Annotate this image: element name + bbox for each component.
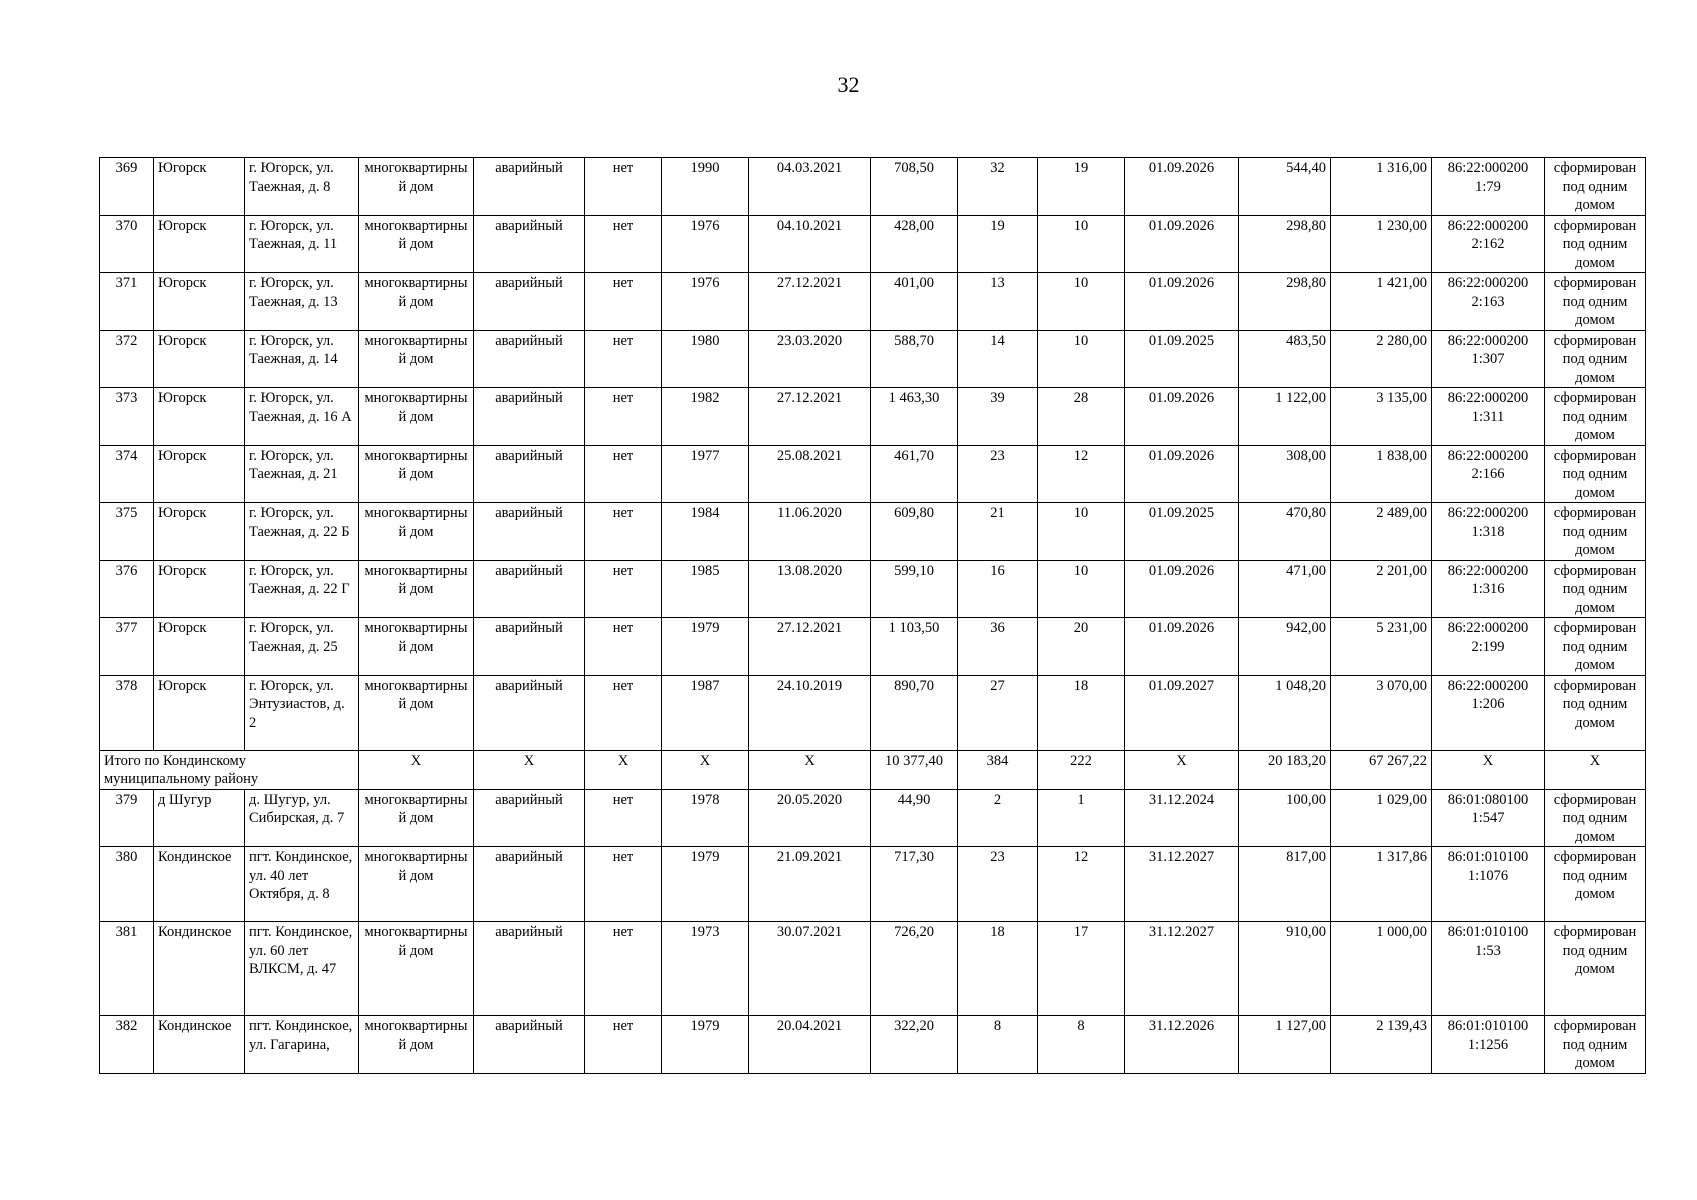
attr-cell: нет: [585, 1016, 662, 1074]
settlement-cell: Югорск: [154, 158, 245, 216]
attr-cell: нет: [585, 618, 662, 676]
area2-cell: 470,80: [1239, 503, 1331, 561]
note-cell: сформирован под одним домом: [1545, 158, 1646, 216]
land-cell: 1 317,86: [1331, 847, 1432, 922]
deadline-cell: X: [1125, 750, 1239, 789]
table-row: [100, 445, 1646, 503]
address-cell: пгт. Кондинское, ул. Гагарина,: [245, 1016, 359, 1074]
land-cell: 1 316,00: [1331, 158, 1432, 216]
status-cell: аварийный: [474, 618, 585, 676]
people-cell: 21: [958, 503, 1038, 561]
flats-cell: 17: [1038, 922, 1125, 1016]
area2-cell: 1 048,20: [1239, 675, 1331, 750]
row-number: 382: [100, 1016, 154, 1074]
attr-cell: нет: [585, 847, 662, 922]
people-cell: 23: [958, 445, 1038, 503]
area-cell: 726,20: [871, 922, 958, 1016]
date-cell: 04.10.2021: [749, 215, 871, 273]
flats-cell: 28: [1038, 388, 1125, 446]
people-cell: 13: [958, 273, 1038, 331]
row-number: 374: [100, 445, 154, 503]
area-cell: 717,30: [871, 847, 958, 922]
row-number: 380: [100, 847, 154, 922]
row-number: 378: [100, 675, 154, 750]
total-label: Итого по Кондинскому муниципальному району: [100, 750, 359, 789]
note-cell: сформирован под одним домом: [1545, 388, 1646, 446]
year-cell: 1982: [662, 388, 749, 446]
table-row: [100, 215, 1646, 273]
date-cell: 13.08.2020: [749, 560, 871, 618]
year-cell: 1985: [662, 560, 749, 618]
address-cell: г. Югорск, ул. Энтузиастов, д. 2: [245, 675, 359, 750]
year-cell: 1979: [662, 618, 749, 676]
cadastral-cell: 86:22:000200 1:79: [1432, 158, 1545, 216]
cadastral-cell: 86:22:000200 1:206: [1432, 675, 1545, 750]
settlement-cell: Кондинское: [154, 922, 245, 1016]
land-cell: 2 201,00: [1331, 560, 1432, 618]
land-cell: 1 230,00: [1331, 215, 1432, 273]
year-cell: 1987: [662, 675, 749, 750]
date-cell: 20.05.2020: [749, 789, 871, 847]
area2-cell: 1 122,00: [1239, 388, 1331, 446]
land-cell: 1 421,00: [1331, 273, 1432, 331]
flats-cell: 20: [1038, 618, 1125, 676]
deadline-cell: 01.09.2026: [1125, 560, 1239, 618]
year-cell: 1979: [662, 847, 749, 922]
people-cell: 18: [958, 922, 1038, 1016]
area-cell: 461,70: [871, 445, 958, 503]
year-cell: 1977: [662, 445, 749, 503]
deadline-cell: 31.12.2027: [1125, 922, 1239, 1016]
attr-cell: нет: [585, 158, 662, 216]
row-number: 372: [100, 330, 154, 388]
cadastral-cell: 86:01:010100 1:1256: [1432, 1016, 1545, 1074]
flats-cell: 12: [1038, 445, 1125, 503]
status-cell: аварийный: [474, 847, 585, 922]
year-cell: 1980: [662, 330, 749, 388]
flats-cell: 10: [1038, 503, 1125, 561]
settlement-cell: Югорск: [154, 330, 245, 388]
status-cell: аварийный: [474, 330, 585, 388]
year-cell: 1978: [662, 789, 749, 847]
attr-cell: нет: [585, 273, 662, 331]
status-cell: аварийный: [474, 560, 585, 618]
status-cell: аварийный: [474, 388, 585, 446]
page-number: 32: [837, 72, 860, 97]
land-cell: 1 029,00: [1331, 789, 1432, 847]
people-cell: 2: [958, 789, 1038, 847]
registry-body: [100, 158, 1646, 1074]
cadastral-cell: 86:22:000200 1:318: [1432, 503, 1545, 561]
address-cell: пгт. Кондинское, ул. 40 лет Октября, д. 8: [245, 847, 359, 922]
note-cell: сформирован под одним домом: [1545, 273, 1646, 331]
area-cell: 609,80: [871, 503, 958, 561]
area2-cell: 910,00: [1239, 922, 1331, 1016]
attr-cell: нет: [585, 503, 662, 561]
address-cell: г. Югорск, ул. Таежная, д. 13: [245, 273, 359, 331]
deadline-cell: 01.09.2026: [1125, 445, 1239, 503]
cadastral-cell: 86:01:010100 1:53: [1432, 922, 1545, 1016]
status-cell: аварийный: [474, 789, 585, 847]
flats-cell: 18: [1038, 675, 1125, 750]
type-cell: многоквартирный дом: [359, 922, 474, 1016]
type-cell: многоквартирный дом: [359, 675, 474, 750]
area-cell: 890,70: [871, 675, 958, 750]
table-row: [100, 388, 1646, 446]
status-cell: аварийный: [474, 922, 585, 1016]
deadline-cell: 01.09.2026: [1125, 215, 1239, 273]
type-cell: X: [359, 750, 474, 789]
deadline-cell: 01.09.2026: [1125, 158, 1239, 216]
date-cell: 25.08.2021: [749, 445, 871, 503]
land-cell: 3 070,00: [1331, 675, 1432, 750]
table-row: [100, 922, 1646, 1016]
deadline-cell: 01.09.2025: [1125, 330, 1239, 388]
note-cell: сформирован под одним домом: [1545, 560, 1646, 618]
people-cell: 23: [958, 847, 1038, 922]
status-cell: аварийный: [474, 1016, 585, 1074]
flats-cell: 8: [1038, 1016, 1125, 1074]
year-cell: 1979: [662, 1016, 749, 1074]
address-cell: д. Шугур, ул. Сибирская, д. 7: [245, 789, 359, 847]
type-cell: многоквартирный дом: [359, 215, 474, 273]
note-cell: сформирован под одним домом: [1545, 789, 1646, 847]
row-number: 377: [100, 618, 154, 676]
row-number: 370: [100, 215, 154, 273]
area-cell: 401,00: [871, 273, 958, 331]
note-cell: сформирован под одним домом: [1545, 1016, 1646, 1074]
cadastral-cell: 86:22:000200 2:166: [1432, 445, 1545, 503]
flats-cell: 10: [1038, 215, 1125, 273]
year-cell: 1990: [662, 158, 749, 216]
attr-cell: нет: [585, 445, 662, 503]
note-cell: X: [1545, 750, 1646, 789]
settlement-cell: Югорск: [154, 388, 245, 446]
cadastral-cell: X: [1432, 750, 1545, 789]
people-cell: 39: [958, 388, 1038, 446]
area2-cell: 298,80: [1239, 273, 1331, 331]
area2-cell: 20 183,20: [1239, 750, 1331, 789]
attr-cell: нет: [585, 215, 662, 273]
flats-cell: 1: [1038, 789, 1125, 847]
date-cell: 27.12.2021: [749, 388, 871, 446]
area-cell: 428,00: [871, 215, 958, 273]
people-cell: 19: [958, 215, 1038, 273]
attr-cell: нет: [585, 789, 662, 847]
status-cell: аварийный: [474, 445, 585, 503]
table-row: [100, 1016, 1646, 1074]
table-row: [100, 675, 1646, 750]
row-number: 373: [100, 388, 154, 446]
date-cell: 21.09.2021: [749, 847, 871, 922]
flats-cell: 10: [1038, 560, 1125, 618]
deadline-cell: 31.12.2027: [1125, 847, 1239, 922]
settlement-cell: Югорск: [154, 445, 245, 503]
note-cell: сформирован под одним домом: [1545, 215, 1646, 273]
date-cell: 27.12.2021: [749, 273, 871, 331]
attr-cell: нет: [585, 560, 662, 618]
note-cell: сформирован под одним домом: [1545, 330, 1646, 388]
settlement-cell: Кондинское: [154, 1016, 245, 1074]
table-row: [100, 330, 1646, 388]
area2-cell: 100,00: [1239, 789, 1331, 847]
note-cell: сформирован под одним домом: [1545, 503, 1646, 561]
date-cell: 24.10.2019: [749, 675, 871, 750]
deadline-cell: 01.09.2025: [1125, 503, 1239, 561]
type-cell: многоквартирный дом: [359, 445, 474, 503]
area2-cell: 298,80: [1239, 215, 1331, 273]
date-cell: 27.12.2021: [749, 618, 871, 676]
note-cell: сформирован под одним домом: [1545, 445, 1646, 503]
total-row: [100, 750, 1646, 789]
area-cell: 708,50: [871, 158, 958, 216]
flats-cell: 10: [1038, 330, 1125, 388]
settlement-cell: Кондинское: [154, 847, 245, 922]
address-cell: г. Югорск, ул. Таежная, д. 25: [245, 618, 359, 676]
deadline-cell: 01.09.2026: [1125, 388, 1239, 446]
deadline-cell: 31.12.2026: [1125, 1016, 1239, 1074]
land-cell: 67 267,22: [1331, 750, 1432, 789]
attr-cell: нет: [585, 922, 662, 1016]
flats-cell: 10: [1038, 273, 1125, 331]
settlement-cell: д Шугур: [154, 789, 245, 847]
land-cell: 5 231,00: [1331, 618, 1432, 676]
type-cell: многоквартирный дом: [359, 847, 474, 922]
people-cell: 16: [958, 560, 1038, 618]
area2-cell: 471,00: [1239, 560, 1331, 618]
people-cell: 32: [958, 158, 1038, 216]
status-cell: аварийный: [474, 215, 585, 273]
land-cell: 1 000,00: [1331, 922, 1432, 1016]
cadastral-cell: 86:22:000200 2:199: [1432, 618, 1545, 676]
area-cell: 44,90: [871, 789, 958, 847]
status-cell: аварийный: [474, 273, 585, 331]
type-cell: многоквартирный дом: [359, 560, 474, 618]
attr-cell: нет: [585, 675, 662, 750]
area2-cell: 942,00: [1239, 618, 1331, 676]
row-number: 375: [100, 503, 154, 561]
address-cell: г. Югорск, ул. Таежная, д. 11: [245, 215, 359, 273]
cadastral-cell: 86:22:000200 2:163: [1432, 273, 1545, 331]
date-cell: 30.07.2021: [749, 922, 871, 1016]
year-cell: 1976: [662, 273, 749, 331]
land-cell: 3 135,00: [1331, 388, 1432, 446]
type-cell: многоквартирный дом: [359, 789, 474, 847]
area-cell: 322,20: [871, 1016, 958, 1074]
area-cell: 10 377,40: [871, 750, 958, 789]
status-cell: аварийный: [474, 675, 585, 750]
date-cell: 04.03.2021: [749, 158, 871, 216]
table-row: [100, 847, 1646, 922]
area2-cell: 1 127,00: [1239, 1016, 1331, 1074]
address-cell: г. Югорск, ул. Таежная, д. 22 Г: [245, 560, 359, 618]
year-cell: X: [662, 750, 749, 789]
type-cell: многоквартирный дом: [359, 618, 474, 676]
row-number: 376: [100, 560, 154, 618]
note-cell: сформирован под одним домом: [1545, 675, 1646, 750]
address-cell: г. Югорск, ул. Таежная, д. 16 А: [245, 388, 359, 446]
area2-cell: 544,40: [1239, 158, 1331, 216]
flats-cell: 12: [1038, 847, 1125, 922]
note-cell: сформирован под одним домом: [1545, 922, 1646, 1016]
settlement-cell: Югорск: [154, 618, 245, 676]
deadline-cell: 01.09.2026: [1125, 273, 1239, 331]
settlement-cell: Югорск: [154, 560, 245, 618]
address-cell: г. Югорск, ул. Таежная, д. 8: [245, 158, 359, 216]
attr-cell: нет: [585, 330, 662, 388]
status-cell: аварийный: [474, 158, 585, 216]
type-cell: многоквартирный дом: [359, 330, 474, 388]
date-cell: 20.04.2021: [749, 1016, 871, 1074]
cadastral-cell: 86:22:000200 1:316: [1432, 560, 1545, 618]
note-cell: сформирован под одним домом: [1545, 847, 1646, 922]
land-cell: 2 280,00: [1331, 330, 1432, 388]
address-cell: г. Югорск, ул. Таежная, д. 22 Б: [245, 503, 359, 561]
cadastral-cell: 86:22:000200 2:162: [1432, 215, 1545, 273]
land-cell: 2 489,00: [1331, 503, 1432, 561]
people-cell: 27: [958, 675, 1038, 750]
year-cell: 1984: [662, 503, 749, 561]
area-cell: 1 463,30: [871, 388, 958, 446]
deadline-cell: 01.09.2027: [1125, 675, 1239, 750]
table-row: [100, 789, 1646, 847]
area-cell: 1 103,50: [871, 618, 958, 676]
deadline-cell: 31.12.2024: [1125, 789, 1239, 847]
type-cell: многоквартирный дом: [359, 503, 474, 561]
table-row: [100, 503, 1646, 561]
date-cell: 11.06.2020: [749, 503, 871, 561]
row-number: 371: [100, 273, 154, 331]
people-cell: 8: [958, 1016, 1038, 1074]
row-number: 379: [100, 789, 154, 847]
table-row: [100, 273, 1646, 331]
year-cell: 1976: [662, 215, 749, 273]
people-cell: 384: [958, 750, 1038, 789]
people-cell: 14: [958, 330, 1038, 388]
area2-cell: 817,00: [1239, 847, 1331, 922]
table-row: [100, 560, 1646, 618]
type-cell: многоквартирный дом: [359, 388, 474, 446]
type-cell: многоквартирный дом: [359, 158, 474, 216]
row-number: 381: [100, 922, 154, 1016]
status-cell: аварийный: [474, 503, 585, 561]
people-cell: 36: [958, 618, 1038, 676]
status-cell: X: [474, 750, 585, 789]
address-cell: г. Югорск, ул. Таежная, д. 21: [245, 445, 359, 503]
settlement-cell: Югорск: [154, 503, 245, 561]
date-cell: 23.03.2020: [749, 330, 871, 388]
cadastral-cell: 86:22:000200 1:311: [1432, 388, 1545, 446]
land-cell: 2 139,43: [1331, 1016, 1432, 1074]
year-cell: 1973: [662, 922, 749, 1016]
cadastral-cell: 86:22:000200 1:307: [1432, 330, 1545, 388]
area2-cell: 308,00: [1239, 445, 1331, 503]
row-number: 369: [100, 158, 154, 216]
settlement-cell: Югорск: [154, 675, 245, 750]
type-cell: многоквартирный дом: [359, 273, 474, 331]
registry-table: [99, 157, 1646, 1074]
land-cell: 1 838,00: [1331, 445, 1432, 503]
area-cell: 599,10: [871, 560, 958, 618]
address-cell: пгт. Кондинское, ул. 60 лет ВЛКСМ, д. 47: [245, 922, 359, 1016]
cadastral-cell: 86:01:080100 1:547: [1432, 789, 1545, 847]
date-cell: X: [749, 750, 871, 789]
attr-cell: X: [585, 750, 662, 789]
deadline-cell: 01.09.2026: [1125, 618, 1239, 676]
area2-cell: 483,50: [1239, 330, 1331, 388]
attr-cell: нет: [585, 388, 662, 446]
cadastral-cell: 86:01:010100 1:1076: [1432, 847, 1545, 922]
flats-cell: 222: [1038, 750, 1125, 789]
settlement-cell: Югорск: [154, 215, 245, 273]
table-row: [100, 618, 1646, 676]
address-cell: г. Югорск, ул. Таежная, д. 14: [245, 330, 359, 388]
note-cell: сформирован под одним домом: [1545, 618, 1646, 676]
type-cell: многоквартирный дом: [359, 1016, 474, 1074]
settlement-cell: Югорск: [154, 273, 245, 331]
table-row: [100, 158, 1646, 216]
flats-cell: 19: [1038, 158, 1125, 216]
area-cell: 588,70: [871, 330, 958, 388]
